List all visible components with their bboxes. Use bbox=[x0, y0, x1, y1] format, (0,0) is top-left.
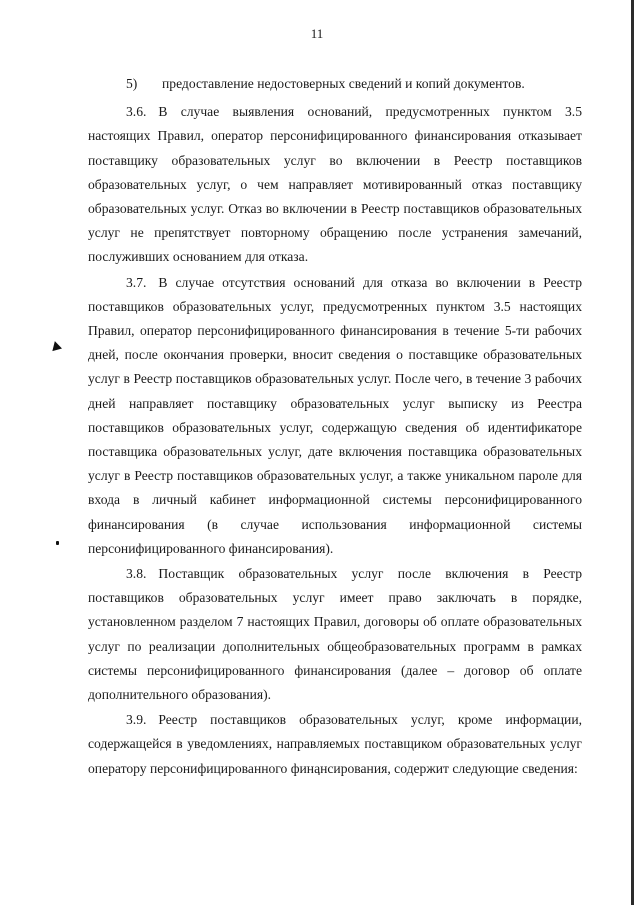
paragraph-number: 3.9. bbox=[126, 712, 147, 728]
document-body bbox=[88, 72, 582, 781]
scan-mark-small bbox=[56, 541, 59, 545]
paragraph-number: 3.8. bbox=[126, 566, 147, 582]
page-number: 11 bbox=[310, 26, 324, 41]
paragraph-text: В случае отсутствия оснований для отказа во включении в Реестр поставщиков образовательных услуг, предусмотренных пунктом 3.5 настоящих Правил, оператор персонифицированного финансирования в течение 5-ти рабочих дней, после окончания проверки, вносит сведения о поставщике образовательных услуг в Реестр поставщиков образовательных услуг. После чего, в течение 3 рабочих дней направляет поставщику образовательных услуг выписку из Реестра поставщиков образовательных услуг, содержащую сведения об идентификаторе поставщика образовательных услуг, дате включения поставщика образовательных услуг в Реестр поставщиков образовательных услуг, а также уникальном пароле для входа в личный кабинет информационной системы персонифицированного финансирования (в случае использования информационной системы персонифицированного финансирования). bbox=[88, 274, 582, 556]
paragraph-3-9 bbox=[88, 708, 582, 781]
paragraph-number: 3.7. bbox=[126, 274, 147, 290]
paragraph-text: Реестр поставщиков образовательных услуг, кроме информации, содержащейся в уведомлениях, направляемых поставщиком образовательных услуг оператору персонифицированного финансирования, содержит следующие сведения: bbox=[88, 712, 582, 776]
list-item-5 bbox=[88, 72, 582, 96]
scan-mark bbox=[50, 340, 62, 351]
paragraph-text: В случае выявления оснований, предусмотренных пунктом 3.5 настоящих Правил, оператор персонифицированного финансирования отказывает поставщику образовательных услуг во включении в Реестр поставщиков образовательных услуг, о чем направляет мотивированный отказ поставщику образовательных услуг. Отказ во включении в Реестр поставщиков образовательных услуг не препятствует повторному обращению после устранения замечаний, послуживших основанием для отказа. bbox=[88, 104, 582, 265]
list-item-text: предоставление недостоверных сведений и копий документов. bbox=[162, 76, 525, 91]
list-item-number: 5) bbox=[126, 76, 138, 91]
paragraph-text: Поставщик образовательных услуг после включения в Реестр поставщиков образовательных услуг имеет право заключать в порядке, установленном разделом 7 настоящих Правил, договоры об оплате образовательных услуг по реализации дополнительных общеобразовательных программ в рамках системы персонифицированного финансирования (далее – договор об оплате дополнительного образования). bbox=[88, 566, 582, 703]
paragraph-3-7 bbox=[88, 271, 582, 561]
paragraph-3-8 bbox=[88, 562, 582, 707]
paragraph-number: 3.6. bbox=[126, 104, 147, 120]
paragraph-3-6 bbox=[88, 100, 582, 269]
